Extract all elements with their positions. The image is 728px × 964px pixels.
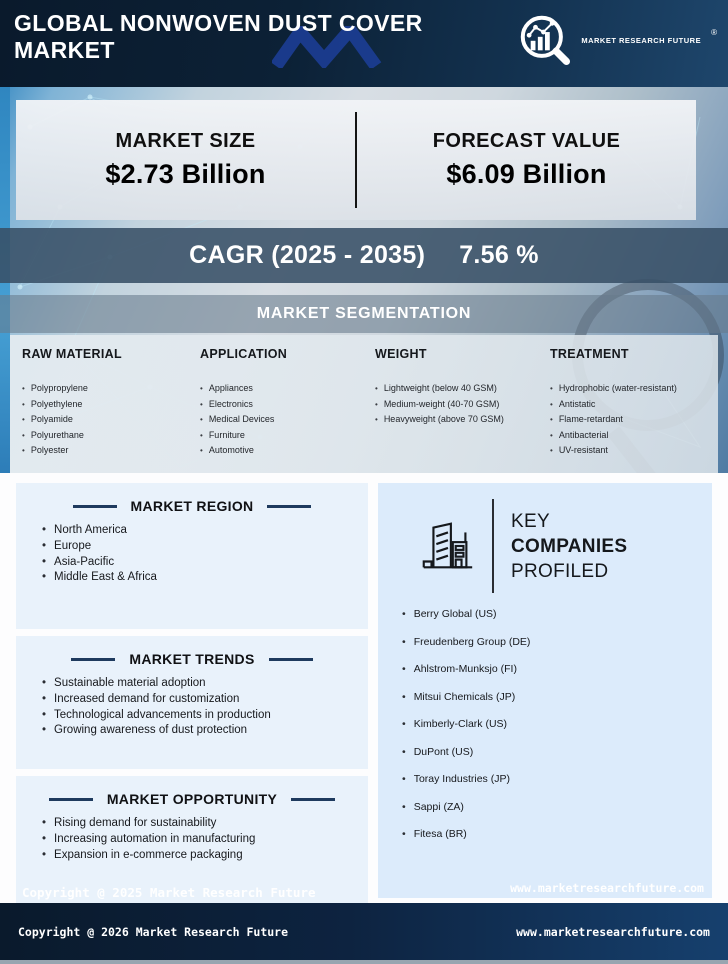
list-item: • Increasing automation in manufacturing bbox=[42, 832, 368, 848]
cagr-band bbox=[0, 228, 728, 283]
segment-item: • UV-resistant bbox=[550, 443, 710, 459]
page-title-line2: MARKET bbox=[14, 37, 115, 63]
company-item: • Freudenberg Group (DE) bbox=[402, 637, 712, 648]
list-item: • Rising demand for sustainability bbox=[42, 816, 368, 832]
segment-list bbox=[22, 381, 200, 459]
list-item: • Technological advancements in production bbox=[42, 708, 368, 724]
list-item: • Expansion in e-commerce packaging bbox=[42, 848, 368, 864]
title-dash bbox=[71, 658, 115, 661]
key-companies-card bbox=[378, 483, 712, 898]
title-dash bbox=[291, 798, 335, 801]
title-dash bbox=[49, 798, 93, 801]
segment-heading: APPLICATION bbox=[200, 347, 288, 361]
market-opportunity-card bbox=[16, 776, 368, 903]
footer-copyright: Copyright @ 2026 Market Research Future bbox=[18, 924, 289, 939]
mrf-logo-icon bbox=[518, 13, 572, 67]
cagr-value: 7.56 % bbox=[459, 241, 539, 269]
list-item: • Growing awareness of dust protection bbox=[42, 723, 368, 739]
company-item: • Toray Industries (JP) bbox=[402, 774, 712, 785]
key-companies-title bbox=[511, 509, 627, 584]
cagr-label: CAGR (2025 - 2035) bbox=[189, 241, 426, 269]
segmentation-title-band bbox=[0, 295, 728, 333]
main-section bbox=[0, 473, 728, 903]
market-region-list bbox=[42, 523, 368, 586]
segment-item: • Lightweight (below 40 GSM) bbox=[375, 381, 550, 397]
segment-heading: TREATMENT bbox=[550, 347, 629, 361]
forecast-value-label: FORECAST VALUE bbox=[432, 130, 621, 152]
company-item: • DuPont (US) bbox=[402, 747, 712, 758]
page-title bbox=[14, 10, 423, 64]
building-icon bbox=[416, 515, 478, 577]
company-item: • Ahlstrom-Munksjo (FI) bbox=[402, 664, 712, 675]
market-trends-title: MARKET TRENDS bbox=[129, 651, 255, 667]
segment-column-treatment bbox=[550, 347, 710, 473]
company-item: • Berry Global (US) bbox=[402, 609, 712, 620]
list-item: • Middle East & Africa bbox=[42, 570, 368, 586]
list-item: • Europe bbox=[42, 539, 368, 555]
footer-bar bbox=[0, 903, 728, 960]
footer-bottom-strip bbox=[0, 960, 728, 964]
title-dash bbox=[267, 505, 311, 508]
segment-column-weight bbox=[375, 347, 550, 473]
key-companies-header bbox=[416, 499, 712, 593]
market-stats-panel bbox=[16, 100, 696, 220]
segment-item: • Hydrophobic (water-resistant) bbox=[550, 381, 710, 397]
hero-section bbox=[0, 87, 728, 473]
segment-item: • Polyamide bbox=[22, 412, 200, 428]
segment-item: • Polyester bbox=[22, 443, 200, 459]
segment-heading: WEIGHT bbox=[375, 347, 427, 361]
market-region-title: MARKET REGION bbox=[130, 498, 254, 514]
segment-column-raw-material bbox=[22, 347, 200, 473]
segment-item: • Polyethylene bbox=[22, 397, 200, 413]
segment-item: • Medical Devices bbox=[200, 412, 375, 428]
list-item: • North America bbox=[42, 523, 368, 539]
segmentation-panel bbox=[10, 335, 718, 473]
title-dash bbox=[73, 505, 117, 508]
list-item: • Sustainable material adoption bbox=[42, 676, 368, 692]
card-title-row bbox=[16, 498, 368, 514]
company-item: • Kimberly-Clark (US) bbox=[402, 719, 712, 730]
segment-heading: RAW MATERIAL bbox=[22, 347, 122, 361]
footer-website: www.marketresearchfuture.com bbox=[516, 924, 710, 939]
segment-item: • Antibacterial bbox=[550, 428, 710, 444]
title-dash bbox=[269, 658, 313, 661]
header-bar bbox=[0, 0, 728, 87]
companies-list bbox=[402, 609, 712, 840]
company-item: • Sappi (ZA) bbox=[402, 802, 712, 813]
segment-item: • Heavyweight (above 70 GSM) bbox=[375, 412, 550, 428]
market-size-label: MARKET SIZE bbox=[115, 130, 256, 152]
segment-column-application bbox=[200, 347, 375, 473]
card-title-row bbox=[16, 651, 368, 667]
company-item: • Mitsui Chemicals (JP) bbox=[402, 692, 712, 703]
market-opportunity-list bbox=[42, 816, 368, 863]
brand-logo bbox=[518, 13, 716, 67]
segment-item: • Medium-weight (40-70 GSM) bbox=[375, 397, 550, 413]
page-title-line1: GLOBAL NONWOVEN DUST COVER bbox=[14, 10, 423, 36]
copyright-watermark: Copyright @ 2025 Market Research Future bbox=[22, 885, 316, 900]
companies-header-divider bbox=[492, 499, 494, 593]
forecast-value-value: $6.09 Billion bbox=[446, 159, 607, 189]
segment-item: • Flame-retardant bbox=[550, 412, 710, 428]
list-item: • Increased demand for customization bbox=[42, 692, 368, 708]
market-size-block bbox=[16, 100, 355, 220]
segment-item: • Furniture bbox=[200, 428, 375, 444]
segment-list bbox=[550, 381, 710, 459]
market-region-card bbox=[16, 483, 368, 629]
segment-item: • Polypropylene bbox=[22, 381, 200, 397]
company-item: • Fitesa (BR) bbox=[402, 829, 712, 840]
segment-item: • Electronics bbox=[200, 397, 375, 413]
segment-item: • Appliances bbox=[200, 381, 375, 397]
brand-name: MARKET RESEARCH FUTURE bbox=[581, 35, 702, 45]
segment-list bbox=[200, 381, 375, 459]
key-companies-title-line3: PROFILED bbox=[511, 560, 609, 582]
segmentation-title: MARKET SEGMENTATION bbox=[256, 305, 472, 322]
market-opportunity-title: MARKET OPPORTUNITY bbox=[106, 791, 278, 807]
list-item: • Asia-Pacific bbox=[42, 555, 368, 571]
forecast-value-block bbox=[357, 100, 696, 220]
card-title-row bbox=[16, 791, 368, 807]
market-trends-card bbox=[16, 636, 368, 769]
segment-item: • Antistatic bbox=[550, 397, 710, 413]
segment-list bbox=[375, 381, 550, 428]
registered-trademark: ® bbox=[711, 27, 717, 37]
website-watermark: www.marketresearchfuture.com bbox=[510, 881, 704, 895]
segment-item: • Polyurethane bbox=[22, 428, 200, 444]
market-size-value: $2.73 Billion bbox=[105, 159, 266, 189]
segment-item: • Automotive bbox=[200, 443, 375, 459]
market-trends-list bbox=[42, 676, 368, 739]
key-companies-title-line1: KEY bbox=[511, 510, 550, 532]
key-companies-title-line2: COMPANIES bbox=[511, 535, 628, 557]
